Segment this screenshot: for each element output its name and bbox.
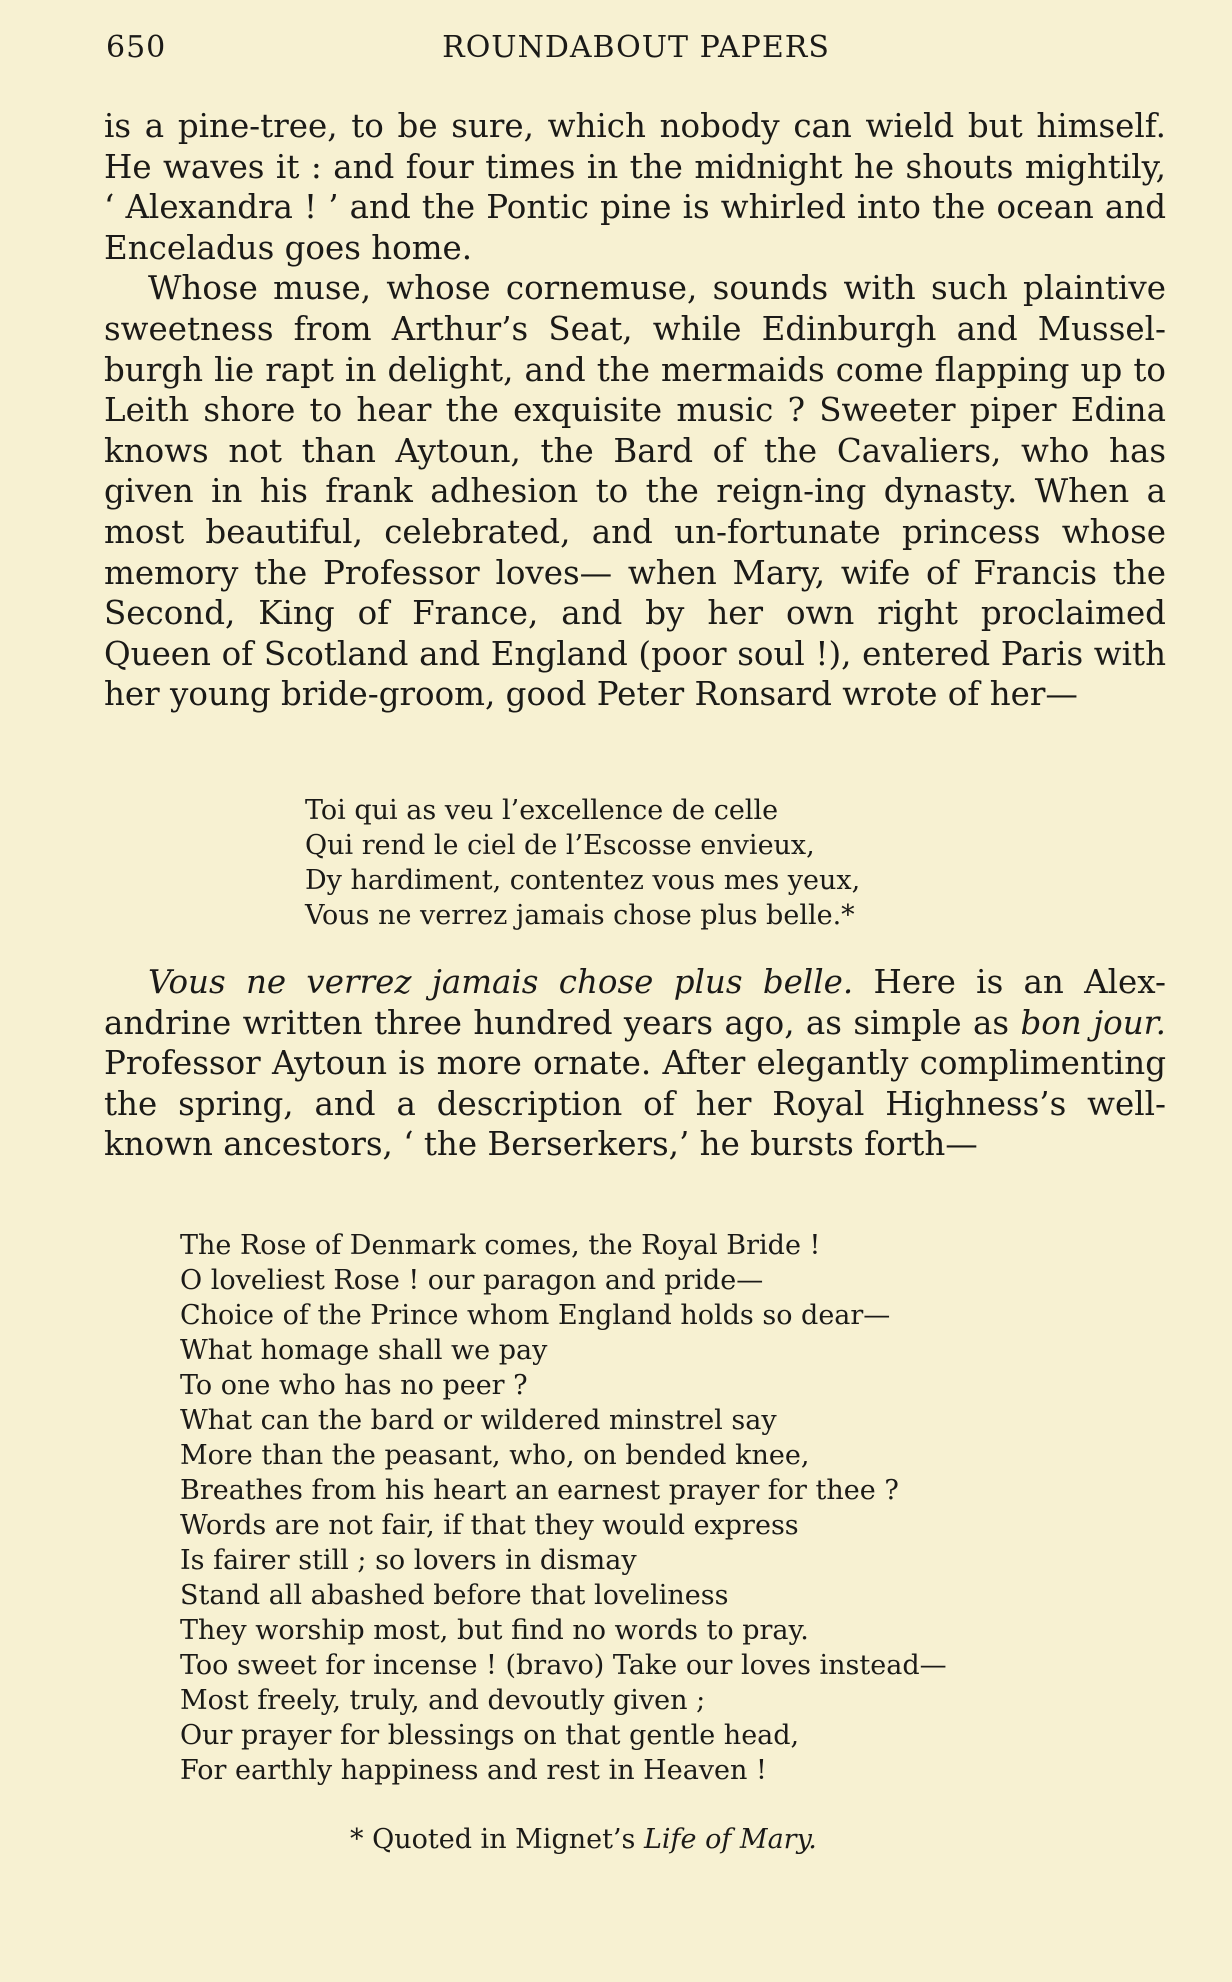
verse-line: Choice of the Prince whom England holds so dear— (180, 1300, 891, 1331)
aytoun-verse (180, 1228, 947, 1788)
footnote-text: * Quoted in Mignet’s (350, 1824, 644, 1855)
paragraph-alexandrine (104, 962, 1166, 1165)
paragraph-muse: Whose muse, whose cornemuse, sounds with such plaintive sweetness from Arthur’s Seat, while Edinburgh and Mussel-burgh lie rapt in delight, and the mermaids come flapping up to Leith shore to hear the exquisite music ? Sweeter piper Edina knows not than Aytoun, the Bard of the Cavaliers, who has given in his frank adhesion to the reign-ing dynasty. When a most beautiful, celebrated, and un-fortunate princess whose memory the Professor loves— when Mary, wife of Francis the Second, King of France, and by her own right proclaimed Queen of Scotland and England (poor soul !), entered Paris with her young bride-groom, good Peter Ronsard wrote of her— (104, 269, 1166, 714)
verse-line: The Rose of Denmark comes, the Royal Bride ! (180, 1230, 821, 1261)
verse-line: Words are not fair, if that they would express (180, 1510, 799, 1541)
verse-line: Too sweet for incense ! (bravo) Take our loves instead— (180, 1650, 947, 1681)
verse-line: Is fairer still ; so lovers in dismay (180, 1545, 637, 1576)
paragraph-continued: is a pine-tree, to be sure, which nobody can wield but himself. He waves it : and four times in the midnight he shouts mightily, ‘ Alexandra ! ’ and the Pontic pine is whirled into the ocean and Enceladus goes home. (104, 107, 1166, 267)
text-run: Professor Aytoun is more ornate. After elegantly complimenting the spring, and a description of her Royal Highness’s well-known ancestors, ‘ the Berserkers,’ he bursts forth— (104, 1044, 1166, 1164)
ronsard-verse (305, 793, 860, 933)
verse-line: What can the bard or wildered minstrel say (180, 1405, 777, 1436)
verse-line: Our prayer for blessings on that gentle head, (180, 1720, 800, 1751)
verse-line: More than the peasant, who, on bended knee, (180, 1440, 810, 1471)
verse-line: Qui rend le ciel de l’Escosse envieux, (305, 830, 815, 861)
verse-line: Stand all abashed before that loveliness (180, 1580, 729, 1611)
footnote (350, 1822, 817, 1857)
text-run: Here is an Alex-andrine written three hundred years ago, as simple as (104, 963, 1166, 1042)
verse-line: O loveliest Rose ! our paragon and pride— (180, 1265, 764, 1296)
verse-line: To one who has no peer ? (180, 1370, 528, 1401)
body-text-middle (104, 962, 1166, 1165)
body-text-top (104, 106, 1166, 715)
verse-line: Breathes from his heart an earnest prayer for thee ? (180, 1475, 899, 1506)
verse-line: Toi qui as veu l’excellence de celle (305, 795, 779, 826)
verse-line: Dy hardiment, contentez vous mes yeux, (305, 865, 861, 896)
verse-line: They worship most, but find no words to pray. (180, 1615, 809, 1646)
footnote-title: Life of Mary. (643, 1824, 817, 1855)
verse-line: For earthly happiness and rest in Heaven ! (180, 1755, 767, 1786)
page-header (106, 30, 1166, 70)
page-number: 650 (106, 30, 167, 65)
italic-bonjour: bon jour. (1020, 1003, 1166, 1042)
running-title: ROUNDABOUT PAPERS (442, 30, 830, 65)
italic-quote: Vous ne verrez jamais chose plus belle. (148, 963, 854, 1001)
verse-line: Vous ne verrez jamais chose plus belle.* (305, 900, 855, 931)
verse-line: What homage shall we pay (180, 1335, 548, 1366)
verse-line: Most freely, truly, and devoutly given ; (180, 1685, 706, 1716)
